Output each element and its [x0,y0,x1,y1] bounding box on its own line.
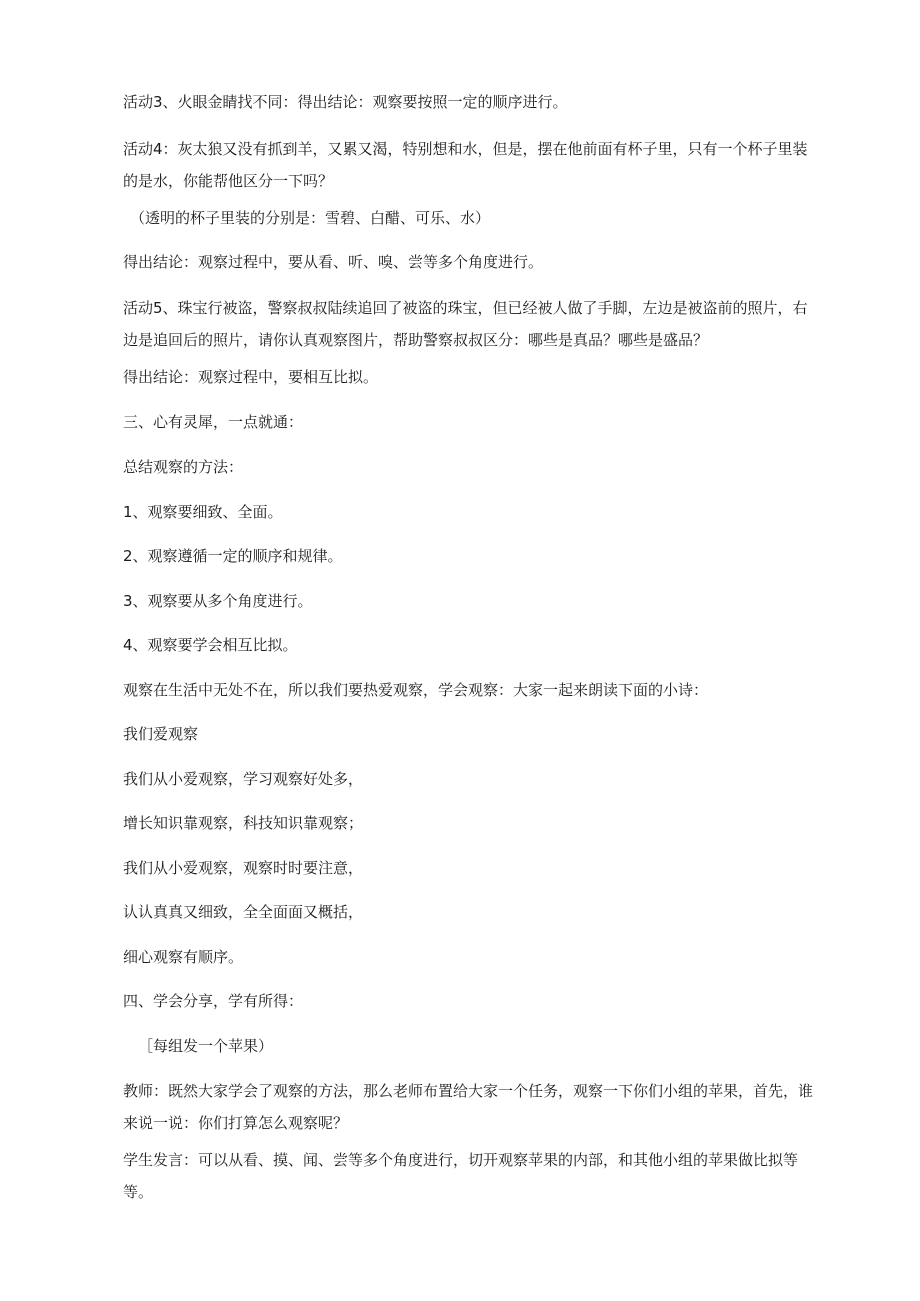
section-heading-4: 四、学会分享，学有所得： [123,992,304,1010]
paragraph-conclusion-compare: 得出结论：观察过程中，要相互比拟。 [123,368,379,386]
poem-line-1: 我们从小爱观察，学习观察好处多， [123,770,364,788]
poem-line-2: 增长知识靠观察，科技知识靠观察； [123,814,364,832]
poem-line-5: 细心观察有顺序。 [123,948,244,966]
paragraph-apple-note: ［每组发一个苹果） [138,1037,274,1055]
poem-title: 我们爱观察 [123,725,199,743]
section-heading-3: 三、心有灵犀，一点就通： [123,413,304,431]
paragraph-activity-4: 活动4：灰太狼又没有抓到羊，又累又渴，特别想和水，但是，摆在他前面有杯子里，只有一个杯子里装的是水，你能帮他区分一下吗？ [123,140,808,190]
paragraph-cups-note: （透明的杯子里装的分别是：雪碧、白醋、可乐、水） [130,209,491,227]
list-item-1: 1、观察要细致、全面。 [123,503,283,521]
paragraph-student: 学生发言：可以从看、摸、闻、尝等多个角度进行，切开观察苹果的内部，和其他小组的苹果做比拟等等。 [123,1151,799,1201]
list-item-2: 2、观察遵循一定的顺序和规律。 [123,547,343,565]
paragraph-activity-3: 活动3、火眼金睛找不同：得出结论：观察要按照一定的顺序进行。 [123,93,568,111]
paragraph-poem-intro: 观察在生活中无处不在，所以我们要热爱观察，学会观察：大家一起来朗读下面的小诗： [123,681,709,699]
paragraph-activity-5: 活动5、珠宝行被盗，警察叔叔陆续追回了被盗的珠宝，但已经被人做了手脚，左边是被盗前的照片，右边是追回后的照片，请你认真观察图片，帮助警察叔叔区分：哪些是真品？哪些是盛品？ [123,299,808,349]
paragraph-conclusion-senses: 得出结论：观察过程中，要从看、听、嗅、尝等多个角度进行。 [123,253,544,271]
paragraph-teacher: 教师：既然大家学会了观察的方法，那么老师布置给大家一个任务，观察一下你们小组的苹果，首先，谁来说一说：你们打算怎么观察呢？ [123,1082,814,1132]
list-item-4: 4、观察要学会相互比拟。 [123,636,298,654]
list-item-3: 3、观察要从多个角度进行。 [123,592,313,610]
paragraph-summary-title: 总结观察的方法： [123,458,244,476]
poem-line-3: 我们从小爱观察，观察时时要注意， [123,859,364,877]
poem-line-4: 认认真真又细致，全全面面又概括， [123,903,364,921]
